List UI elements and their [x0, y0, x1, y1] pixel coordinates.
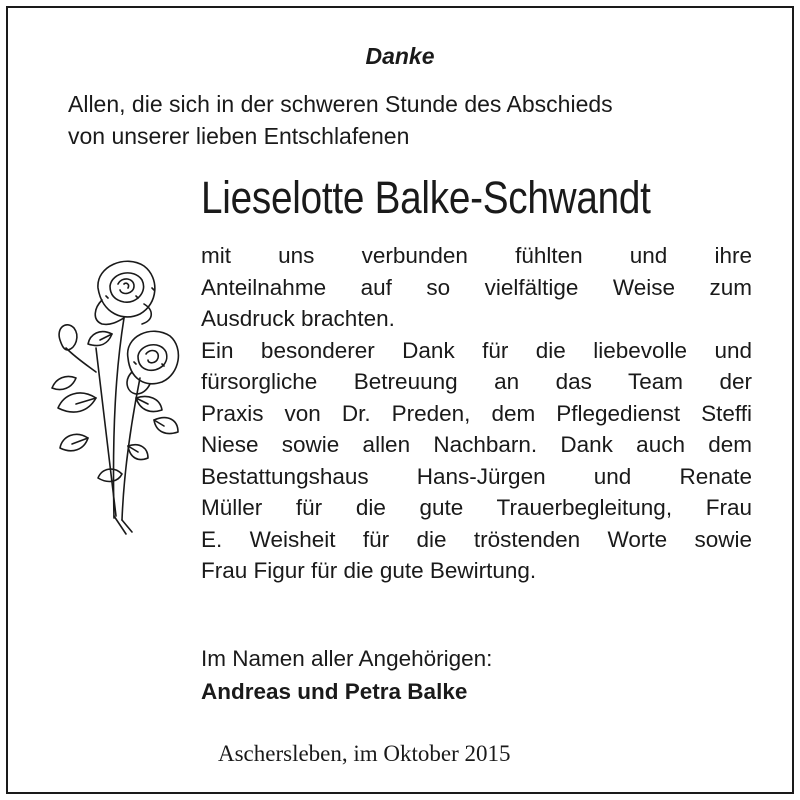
- text-line: Praxis von Dr. Preden, dem Pflegedienst Steffi: [201, 400, 752, 426]
- text-line: Ein besonderer Dank für die liebevolle und: [201, 337, 752, 363]
- thanks-text: [201, 240, 752, 587]
- notice-title: Danke: [365, 43, 435, 69]
- text-line: E. Weisheit für die tröstenden Worte sowie: [201, 526, 752, 552]
- roses-illustration: [36, 248, 186, 538]
- closing-line: Im Namen aller Angehörigen:: [201, 646, 493, 671]
- text-line: Ausdruck brachten.: [201, 306, 395, 331]
- signature: Andreas und Petra Balke: [201, 679, 468, 704]
- intro-line: von unserer lieben Entschlafenen: [68, 123, 410, 149]
- deceased-name: Lieselotte Balke-Schwandt: [201, 172, 651, 223]
- text-line: Niese sowie allen Nachbarn. Dank auch dem: [201, 432, 752, 457]
- text-line: fürsorgliche Betreuung an das Team der: [201, 369, 752, 394]
- text-line: Frau Figur für die gute Bewirtung.: [201, 558, 537, 583]
- place-date: Aschersleben, im Oktober 2015: [218, 741, 511, 766]
- text-line: Bestattungshaus Hans-Jürgen und Renate: [201, 463, 752, 489]
- intro-line: Allen, die sich in der schweren Stunde des Abschieds: [68, 91, 613, 117]
- closing-block: [201, 642, 752, 708]
- text-line: Anteilnahme auf so vielfältige Weise zum: [201, 274, 752, 300]
- text-line: Müller für die gute Trauerbegleitung, Frau: [201, 495, 752, 520]
- obituary-notice: [6, 6, 794, 794]
- intro-text: [68, 88, 748, 152]
- text-line: mit uns verbunden fühlten und ihre: [201, 243, 752, 268]
